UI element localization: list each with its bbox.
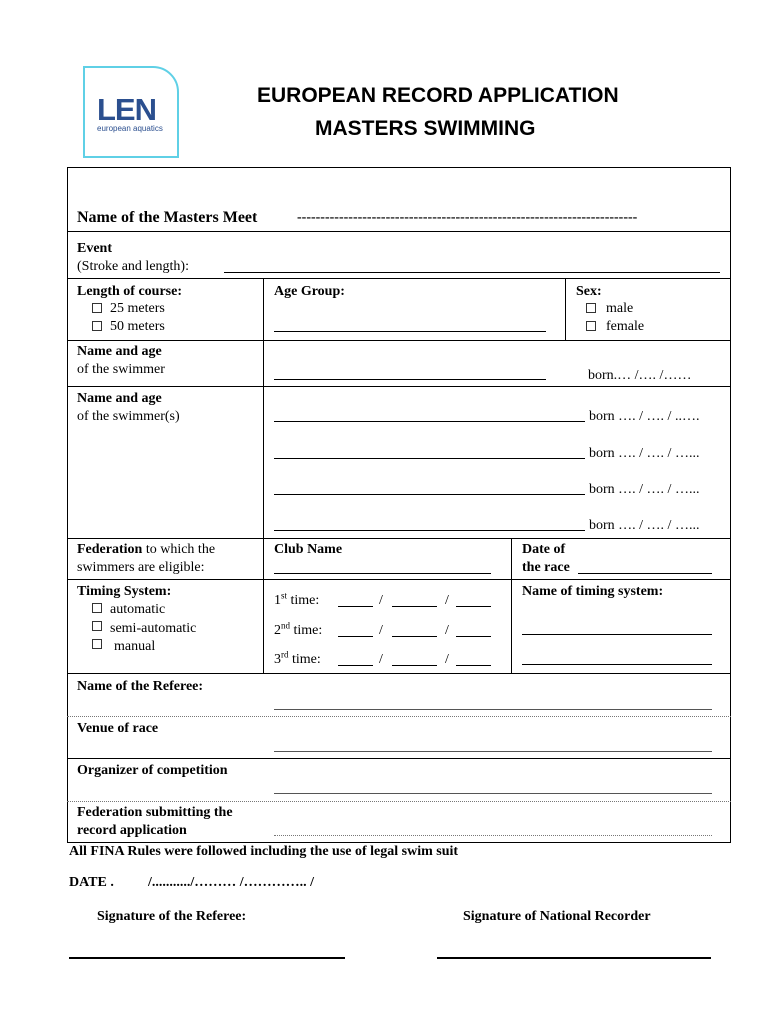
timing-system-name-label: Name of timing system: <box>522 584 664 599</box>
sex-male-checkbox[interactable] <box>586 303 596 313</box>
timing-automatic-label: automatic <box>110 602 166 617</box>
divider <box>67 340 731 341</box>
swimmer-label-2: of the swimmer <box>77 362 165 377</box>
timing-semi-label: semi-automatic <box>110 621 197 636</box>
course-25-checkbox[interactable] <box>92 303 102 313</box>
time-separator: / <box>445 593 449 608</box>
divider <box>67 278 731 279</box>
federation-label: Federation to which the <box>77 542 216 557</box>
time-separator: / <box>379 593 383 608</box>
divider <box>67 386 731 387</box>
event-label: Event <box>77 241 112 256</box>
swimmer-1-field[interactable] <box>274 421 585 422</box>
swimmer-1-born[interactable]: born …. / …. / ..…. <box>589 409 700 424</box>
divider <box>67 231 731 232</box>
referee-signature-label: Signature of the Referee: <box>97 909 247 924</box>
rules-statement: All FINA Rules were followed including the use of legal swim suit <box>69 844 459 859</box>
swimmers-label-1: Name and age <box>77 391 162 406</box>
time-2-field-1[interactable] <box>338 636 373 637</box>
age-group-field[interactable] <box>274 331 546 332</box>
sex-female-label: female <box>606 319 645 334</box>
divider <box>263 340 264 538</box>
time-2-field-3[interactable] <box>456 636 491 637</box>
referee-label: Name of the Referee: <box>77 679 204 694</box>
divider <box>511 538 512 673</box>
submitting-label-1: Federation submitting the <box>77 805 233 820</box>
referee-field[interactable] <box>274 709 712 710</box>
race-date-label-2: the race <box>522 560 570 575</box>
course-50-checkbox[interactable] <box>92 321 102 331</box>
logo-subtitle: european aquatics <box>97 124 163 133</box>
swimmer-4-born[interactable]: born …. / …. / …... <box>589 518 700 533</box>
divider <box>565 278 566 340</box>
course-50-label: 50 meters <box>110 319 165 334</box>
swimmer-2-field[interactable] <box>274 458 585 459</box>
sex-male-label: male <box>606 301 634 316</box>
divider <box>67 758 731 759</box>
time-1-field-1[interactable] <box>338 606 373 607</box>
divider <box>67 538 731 539</box>
venue-field[interactable] <box>274 751 712 752</box>
race-date-field[interactable] <box>578 573 712 574</box>
swimmers-label-2: of the swimmer(s) <box>77 409 180 424</box>
divider <box>263 538 264 673</box>
len-logo <box>83 66 179 158</box>
time-2-label: 2nd time: <box>274 620 323 638</box>
timing-manual-checkbox[interactable] <box>92 639 102 649</box>
federation-label-2: swimmers are eligible: <box>77 560 205 575</box>
timing-manual-label: manual <box>114 639 156 654</box>
club-name-label: Club Name <box>274 542 343 557</box>
swimmer-name-field[interactable] <box>274 379 546 380</box>
recorder-signature-label: Signature of National Recorder <box>463 909 651 924</box>
course-25-label: 25 meters <box>110 301 165 316</box>
recorder-signature-line[interactable] <box>437 957 711 959</box>
meet-dashes[interactable]: ------------------------------------------------------------------------- <box>297 210 638 225</box>
time-2-field-2[interactable] <box>392 636 437 637</box>
divider <box>67 716 731 717</box>
submitting-label-2: record application <box>77 823 187 838</box>
swimmer-born[interactable]: born.… /…. /…… <box>588 368 692 383</box>
time-1-field-2[interactable] <box>392 606 437 607</box>
time-3-field-2[interactable] <box>392 665 437 666</box>
time-separator: / <box>445 652 449 667</box>
date-field[interactable]: /.........../……… /………….. / <box>148 875 315 890</box>
course-label: Length of course: <box>77 284 182 299</box>
time-3-label: 3rd time: <box>274 649 321 667</box>
time-separator: / <box>445 623 449 638</box>
divider <box>263 278 264 340</box>
divider <box>67 673 731 674</box>
time-separator: / <box>379 652 383 667</box>
logo-text: LEN <box>97 92 156 127</box>
organizer-label: Organizer of competition <box>77 763 228 778</box>
swimmer-label-1: Name and age <box>77 344 162 359</box>
venue-label: Venue of race <box>77 721 159 736</box>
referee-signature-line[interactable] <box>69 957 345 959</box>
swimmer-2-born[interactable]: born …. / …. / …... <box>589 446 700 461</box>
organizer-field[interactable] <box>274 793 712 794</box>
divider <box>67 579 731 580</box>
club-name-field[interactable] <box>274 573 491 574</box>
event-sublabel: (Stroke and length): <box>77 259 189 274</box>
time-3-field-1[interactable] <box>338 665 373 666</box>
meet-label: Name of the Masters Meet <box>77 209 258 226</box>
divider <box>67 801 731 802</box>
timing-semi-checkbox[interactable] <box>92 621 102 631</box>
time-1-label: 1st time: <box>274 590 320 608</box>
sex-female-checkbox[interactable] <box>586 321 596 331</box>
title-line-1: EUROPEAN RECORD APPLICATION <box>257 84 619 107</box>
time-3-field-3[interactable] <box>456 665 491 666</box>
time-1-field-3[interactable] <box>456 606 491 607</box>
swimmer-3-field[interactable] <box>274 494 585 495</box>
submitting-field[interactable] <box>274 835 712 836</box>
timing-automatic-checkbox[interactable] <box>92 603 102 613</box>
timing-system-field-2[interactable] <box>522 664 712 665</box>
timing-label: Timing System: <box>77 584 172 599</box>
date-label: DATE . <box>69 875 114 890</box>
time-separator: / <box>379 623 383 638</box>
timing-system-field-1[interactable] <box>522 634 712 635</box>
swimmer-3-born[interactable]: born …. / …. / …... <box>589 482 700 497</box>
race-date-label-1: Date of <box>522 542 566 557</box>
title-line-2: MASTERS SWIMMING <box>315 117 536 140</box>
swimmer-4-field[interactable] <box>274 530 585 531</box>
event-field[interactable] <box>224 272 720 273</box>
age-group-label: Age Group: <box>274 284 345 299</box>
sex-label: Sex: <box>576 284 602 299</box>
